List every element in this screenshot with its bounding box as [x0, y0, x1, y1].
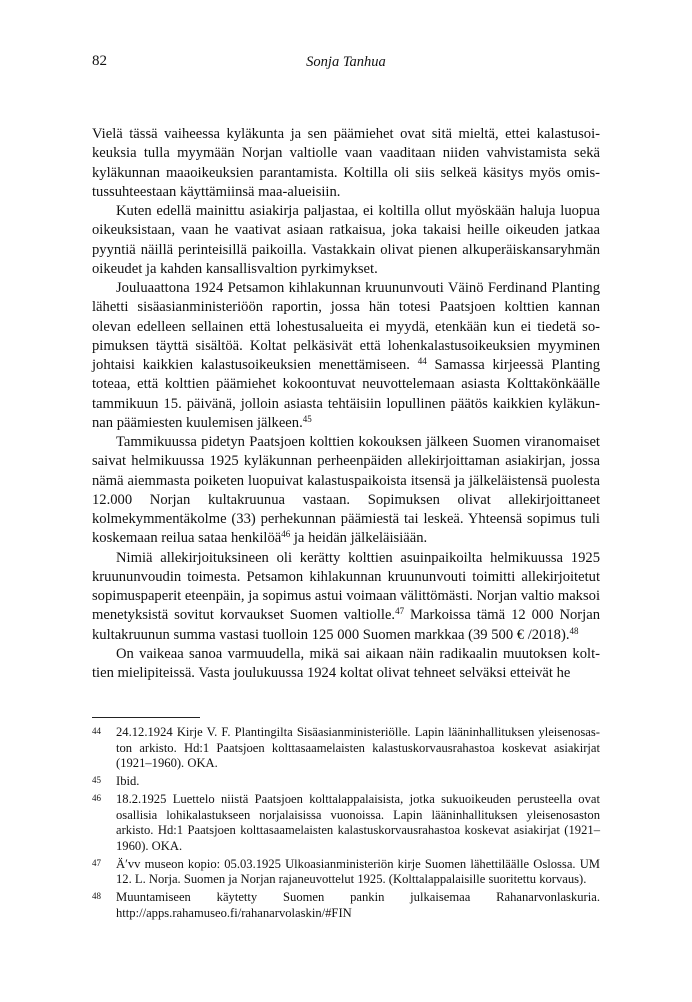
footnote-number: 48 [92, 891, 101, 902]
paragraph-text: Kuten edellä mainittu asiakirja paljastaa, ei koltilla ollut myöskään haluja luopua oikeuksistaan, vaan he vaativat asiaan ratkaisua, joka takaisi heille oikeuden jatkaa pyyntiä näillä perinteisillä paikoilla. Vastakkain olivat pienen alkuperäiskansaryhmän oikeudet ja kahden kansallisvaltion pyrkimykset. [92, 203, 600, 277]
paragraph-text: Markoissa tämä 12 000 Norjan kultakruunun summa vastasi tuolloin 125 000 Suomen markkaa (39 500 € /2018). [92, 607, 600, 643]
footnote-reference[interactable]: 46 [281, 529, 291, 540]
footnote-number: 44 [92, 726, 101, 736]
footnote [92, 774, 600, 790]
footnote-divider [92, 717, 200, 718]
footnote-reference[interactable]: 48 [569, 625, 579, 636]
paragraph [92, 279, 600, 433]
footnote [92, 725, 600, 772]
footnote-text: Muuntamiseen käytetty Suomen pankin julkaisemaa Rahanarvonlaskuria. http://apps.rahamuseo.fi/rahanarvolaskin/#FIN [116, 890, 600, 920]
paragraph-text: Jouluaattona 1924 Petsamon kihlakunnan kruununvouti Väinö Ferdinand Planting lähetti sisäasianministeriöön raportin, jossa hän totesi Paatsjoen kolttien kannan olevan edelleen sellainen että lohestusalueita ei myydä, etenkään kun ei tiedetä sopimuksen täyttä sisältöä. Koltat pelkäsivät että lohenkalastusoikeuksien myyminen johtaisi kaikkien kalastusoikeuksien menettämiseen. [92, 280, 600, 373]
body-text [92, 125, 600, 683]
paragraph-text: Vielä tässä vaiheessa kyläkunta ja sen päämiehet ovat sitä mieltä, ettei kalastusoikeuksia tulla myymään Norjan valtiolle vaan vaaditaan niiden vahvistamista sekä kyläkunnan maaoikeuksien parantamista. Koltilla oli siis selkeä käsitys myös omistussuhteestaan käyttämiinsä maa-alueisiin. [92, 126, 600, 200]
footnote [92, 890, 600, 921]
running-title: Sonja Tanhua [306, 54, 386, 70]
paragraph [92, 433, 600, 549]
footnote-text: Äʹvv museon kopio: 05.03.1925 Ulkoasianministeriön kirje Suomen lähettiläälle Oslossa. UM 12. L. Norja. Suomen ja Norjan rajaneuvottelut 1925. (Kolttalappalaisille suoritettu korvaus). [116, 856, 600, 887]
footnote-text: 24.12.1924 Kirje V. F. Plantingilta Sisäasianministeriölle. Lapin lääninhallituksen yleisenosaston arkisto. Hd:1 Paatsjoen kolttasaamelaisten kalastuskorvausrahastoa koskevat asiakirjat (1921–1960). OKA. [116, 725, 600, 771]
footnote-reference[interactable]: 44 [417, 356, 427, 366]
footnotes [92, 725, 600, 923]
paragraph-text: Tammikuussa pidetyn Paatsjoen kolttien kokouksen jälkeen Suomen viranomaiset saivat helmikuussa 1925 kyläkunnan perheenpäiden allekirjoittaman asiakirjan, jossa nämä aiemmasta poiketen luopuivat kalastuspaikoista itsensä ja jälkeläistensä puolesta 12.000 Norjan kultakruunua vastaan. Sopimuksen olivat allekirjoittaneet kolmekymmentäkolme (33) perhekunnan päämiestä tai leskeä. Yhteensä sopimus tuli koskemaan reilua sataa henkilöä [92, 434, 600, 547]
footnote-reference[interactable]: 45 [302, 413, 312, 424]
page-number: 82 [92, 53, 107, 69]
paragraph [92, 125, 600, 202]
paragraph-text: Nimiä allekirjoituksineen oli kerätty kolttien asuinpaikoilta helmikuussa 1925 kruununvoudin toimesta. Petsamon kihlakunnan kruununvouti toimitti allekirjoitetut sopimuspaperit eteenpäin, ja sopimus astui voimaan välittömästi. Norjan valtio maksoi menetyksistä sovitut korvaukset Suomen valtiolle. [92, 549, 600, 624]
footnote-reference[interactable]: 47 [395, 606, 405, 617]
paragraph-text: ja heidän jälkeläisiään. [290, 530, 428, 547]
footnote-number: 47 [92, 857, 101, 868]
footnote [92, 857, 600, 888]
paragraph [92, 202, 600, 279]
footnote-number: 45 [92, 775, 101, 786]
footnote [92, 792, 600, 855]
paragraph-text: Samassa kirjeessä Planting toteaa, että kolttien päämiehet kokoontuvat neuvottelemaan asiasta Kolttakönkäälle tammikuun 15. päivänä, jolloin asiasta tehtäisiin lopullinen päätös kaikkien kyläkunnan päämiesten kuulemisen jälkeen. [92, 357, 600, 431]
footnote-number: 46 [92, 792, 101, 803]
paragraph [92, 549, 600, 645]
paragraph-text: On vaikeaa sanoa varmuudella, mikä sai aikaan näin radikaalin muutoksen kolttien mielipiteissä. Vasta joulukuussa 1924 koltat olivat tehneet selväksi etteivät he [92, 645, 600, 681]
footnote-text: Ibid. [116, 774, 140, 789]
page-header [0, 53, 692, 73]
footnote-text: 18.2.1925 Luettelo niistä Paatsjoen kolttalappalaisista, jotka sukuoikeuden perusteella ovat osallisia lohikalastukseen norjalaisissa vuonoissa. Lapin lääninhallituksen yleisenosaston arkisto. Hd:1 Paatsjoen kolttasaamelaisten kalastuskorvausrahastoa koskevat asiakirjat (1921–1960). OKA. [116, 791, 600, 853]
paragraph [92, 645, 600, 684]
